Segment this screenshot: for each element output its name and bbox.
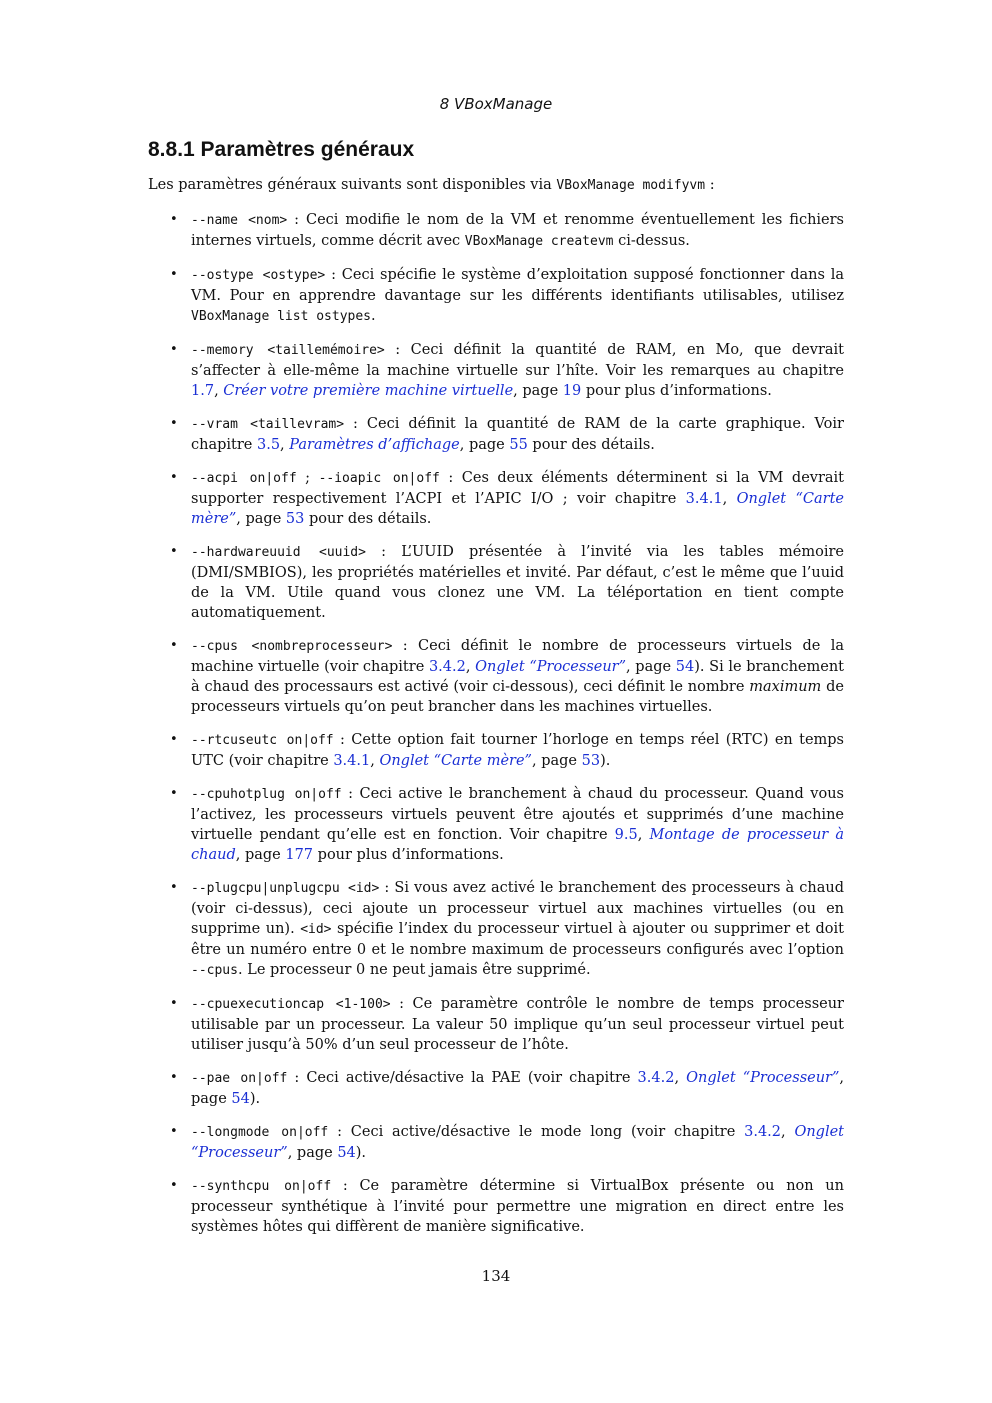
inline-code: VBoxManage modifyvm (556, 178, 706, 193)
bullet-icon: • (170, 638, 178, 653)
bullet-icon: • (170, 544, 178, 559)
bullet-icon: • (170, 416, 178, 431)
option-code: --ioapic on|off (318, 471, 440, 486)
section-title-link[interactable]: Créer votre première machine virtuelle (223, 383, 514, 399)
option-code: --synthcpu on|off (191, 1179, 332, 1194)
option-code: --name <nom> (191, 213, 288, 228)
section-title-link[interactable]: Montage de processeur à chaud (191, 827, 845, 863)
chapter-ref-link[interactable]: 9.5 (614, 827, 638, 843)
bullet-icon: • (170, 786, 178, 801)
emphasis: maximum (749, 679, 822, 695)
page-ref-link[interactable]: 53 (581, 753, 601, 769)
list-item-hardwareuuid: • --hardwareuuid <uuid> : L’UUID présentée à l’invité via les tables mémoire (DMI/SMBIOS), les propriétés matérielles et invité. Par défaut, c’est le même que l’uuid de la VM. Utile quand vous clonez une VM. La téléportation en tient compte automatiquement. (170, 544, 844, 621)
list-item-longmode: • --longmode on|off : Ceci active/désactive le mode long (voir chapitre 3.4.2, Onglet “Processeur”, page 54). (170, 1124, 845, 1161)
section-title: 8.8.1 Paramètres généraux (148, 138, 415, 161)
chapter-ref-link[interactable]: 3.4.1 (333, 753, 371, 769)
list-item-rtcuseutc: • --rtcuseutc on|off : Cette option fait tourner l’horloge en temps réel (RTC) en temps UTC (voir chapitre 3.4.1, Onglet “Carte mère”, page 53). (170, 732, 844, 769)
page-ref-link[interactable]: 54 (231, 1091, 250, 1107)
inline-code: --cpus (191, 963, 238, 978)
page-ref-link[interactable]: 54 (337, 1145, 356, 1161)
chapter-ref-link[interactable]: 3.5 (256, 437, 281, 453)
option-code: --cpus <nombreprocesseur> (191, 639, 393, 654)
bullet-icon: • (170, 1070, 178, 1085)
bullet-icon: • (170, 470, 178, 485)
option-code: --rtcuseutc on|off (191, 733, 334, 748)
chapter-ref-link[interactable]: 3.4.2 (744, 1124, 782, 1140)
list-item-plugcpu: • --plugcpu|unplugcpu <id> : Si vous avez activé le branchement des processeurs à chaud (voir ci-dessus), ceci ajoute un processeur virtuel aux machines virtuelles (ou en supprime un). <id> spécifie l’index du processeur virtuel à ajouter ou supprimer et doit être un numéro entre 0 et le nombre maximum de processeurs configurés avec l’option --cpus. Le processeur 0 ne peut jamais être supprimé. (170, 880, 844, 978)
section-title-link[interactable]: Onglet “Processeur” (686, 1070, 840, 1086)
list-item-name: • --name <nom> : Ceci modifie le nom de la VM et renomme éventuellement les fichiers internes virtuels, comme décrit avec VBoxManage createvm ci-dessus. (170, 212, 845, 249)
section-title-link[interactable]: Onglet “Carte mère” (191, 491, 845, 527)
chapter-ref-link[interactable]: 3.4.2 (637, 1070, 675, 1086)
list-item-acpi: • --acpi on|off ; --ioapic on|off : Ces deux éléments déterminent si la VM devrait supporter respectivement l’ACPI et l’APIC I/O ; voir chapitre 3.4.1, Onglet “Carte mère”, page 53 pour des détails. (170, 470, 845, 527)
bullet-icon: • (170, 996, 178, 1011)
section-title-link[interactable]: Onglet “Processeur” (475, 659, 627, 675)
option-list (170, 210, 844, 1250)
page-number: 134 (481, 1267, 511, 1285)
option-code: --cpuhotplug on|off (191, 787, 342, 802)
list-item-vram: • --vram <taillevram> : Ceci définit la quantité de RAM de la carte graphique. Voir chapitre 3.5, Paramètres d’affichage, page 55 pour des détails. (170, 416, 844, 453)
option-code: --acpi on|off (191, 471, 297, 486)
inline-code: VBoxManage list ostypes (191, 309, 372, 324)
list-item-cpuexecutioncap: • --cpuexecutioncap <1-100> : Ce paramètre contrôle le nombre de temps processeur utilisable par un processeur. La valeur 50 implique qu’un seul processeur virtuel peut utiliser jusqu’à 50% d’un seul processeur de l’hôte. (170, 996, 844, 1053)
page-ref-link[interactable]: 54 (675, 659, 695, 675)
section-title-link[interactable]: Paramètres d’affichage (289, 437, 460, 453)
running-header: 8 VBoxManage (439, 95, 553, 113)
option-code: --longmode on|off (191, 1125, 329, 1140)
bullet-icon: • (170, 1178, 178, 1193)
list-item-cpus: • --cpus <nombreprocesseur> : Ceci définit le nombre de processeurs virtuels de la machine virtuelle (voir chapitre 3.4.2, Onglet “Processeur”, page 54). Si le branchement à chaud des processaurs est activé (voir ci-dessous), ceci définit le nombre maximum de processeurs virtuels qu’on peut brancher dans les machines virtuelles. (170, 638, 845, 715)
list-item-memory: • --memory <taillemémoire> : Ceci définit la quantité de RAM, en Mo, que devrait s’affecter à elle-même la machine virtuelle sur l’hîte. Voir les remarques au chapitre 1.7, Créer votre première machine virtuelle, page 19 pour plus d’informations. (170, 342, 844, 399)
option-code: --vram <taillevram> (191, 417, 345, 432)
chapter-ref-link[interactable]: 3.4.1 (685, 491, 723, 507)
bullet-icon: • (170, 1124, 178, 1139)
page-ref-link[interactable]: 53 (285, 511, 305, 527)
option-code: --pae on|off (191, 1071, 288, 1086)
option-code: --ostype <ostype> (191, 268, 326, 283)
bullet-icon: • (170, 212, 178, 227)
intro-paragraph: Les paramètres généraux suivants sont disponibles via VBoxManage modifyvm : (148, 177, 715, 193)
page-ref-link[interactable]: 177 (285, 847, 314, 863)
bullet-icon: • (170, 880, 178, 895)
bullet-icon: • (170, 342, 178, 357)
chapter-ref-link[interactable]: 3.4.2 (428, 659, 466, 675)
bullet-icon: • (170, 267, 178, 282)
page-ref-link[interactable]: 55 (509, 437, 528, 453)
bullet-icon: • (170, 732, 178, 747)
inline-code: <id> (300, 922, 332, 937)
list-item-synthcpu: • --synthcpu on|off : Ce paramètre détermine si VirtualBox présente ou non un processeur synthétique à l’invité pour permettre une migration en direct entre les systèmes hôtes qui diffèrent de manière significative. (170, 1178, 844, 1235)
section-title-link[interactable]: Onglet “Processeur” (191, 1124, 845, 1161)
list-item-pae: • --pae on|off : Ceci active/désactive la PAE (voir chapitre 3.4.2, Onglet “Processeur”, page 54). (170, 1070, 845, 1107)
option-code: --plugcpu|unplugcpu <id> (191, 881, 380, 896)
option-code: --memory <taillemémoire> (191, 343, 385, 358)
option-code: --hardwareuuid <uuid> (191, 545, 366, 560)
option-code: --cpuexecutioncap <1-100> (191, 997, 391, 1012)
inline-code: VBoxManage createvm (464, 234, 614, 249)
section-title-link[interactable]: Onglet “Carte mère” (379, 753, 532, 769)
page-ref-link[interactable]: 19 (562, 383, 582, 399)
list-item-ostype: • --ostype <ostype> : Ceci spécifie le système d’exploitation supposé fonctionner dans la VM. Pour en apprendre davantage sur les différents identifiants utilisables, utilisez VBoxManage list ostypes. (170, 267, 844, 324)
chapter-ref-link[interactable]: 1.7 (191, 383, 215, 399)
list-item-cpuhotplug: • --cpuhotplug on|off : Ceci active le branchement à chaud du processeur. Quand vous l’activez, les processeurs virtuels peuvent être ajoutés et supprimés d’une machine virtuelle pendant qu’elle est en fonction. Voir chapitre 9.5, Montage de processeur à chaud, page 177 pour plus d’informations. (170, 786, 845, 863)
